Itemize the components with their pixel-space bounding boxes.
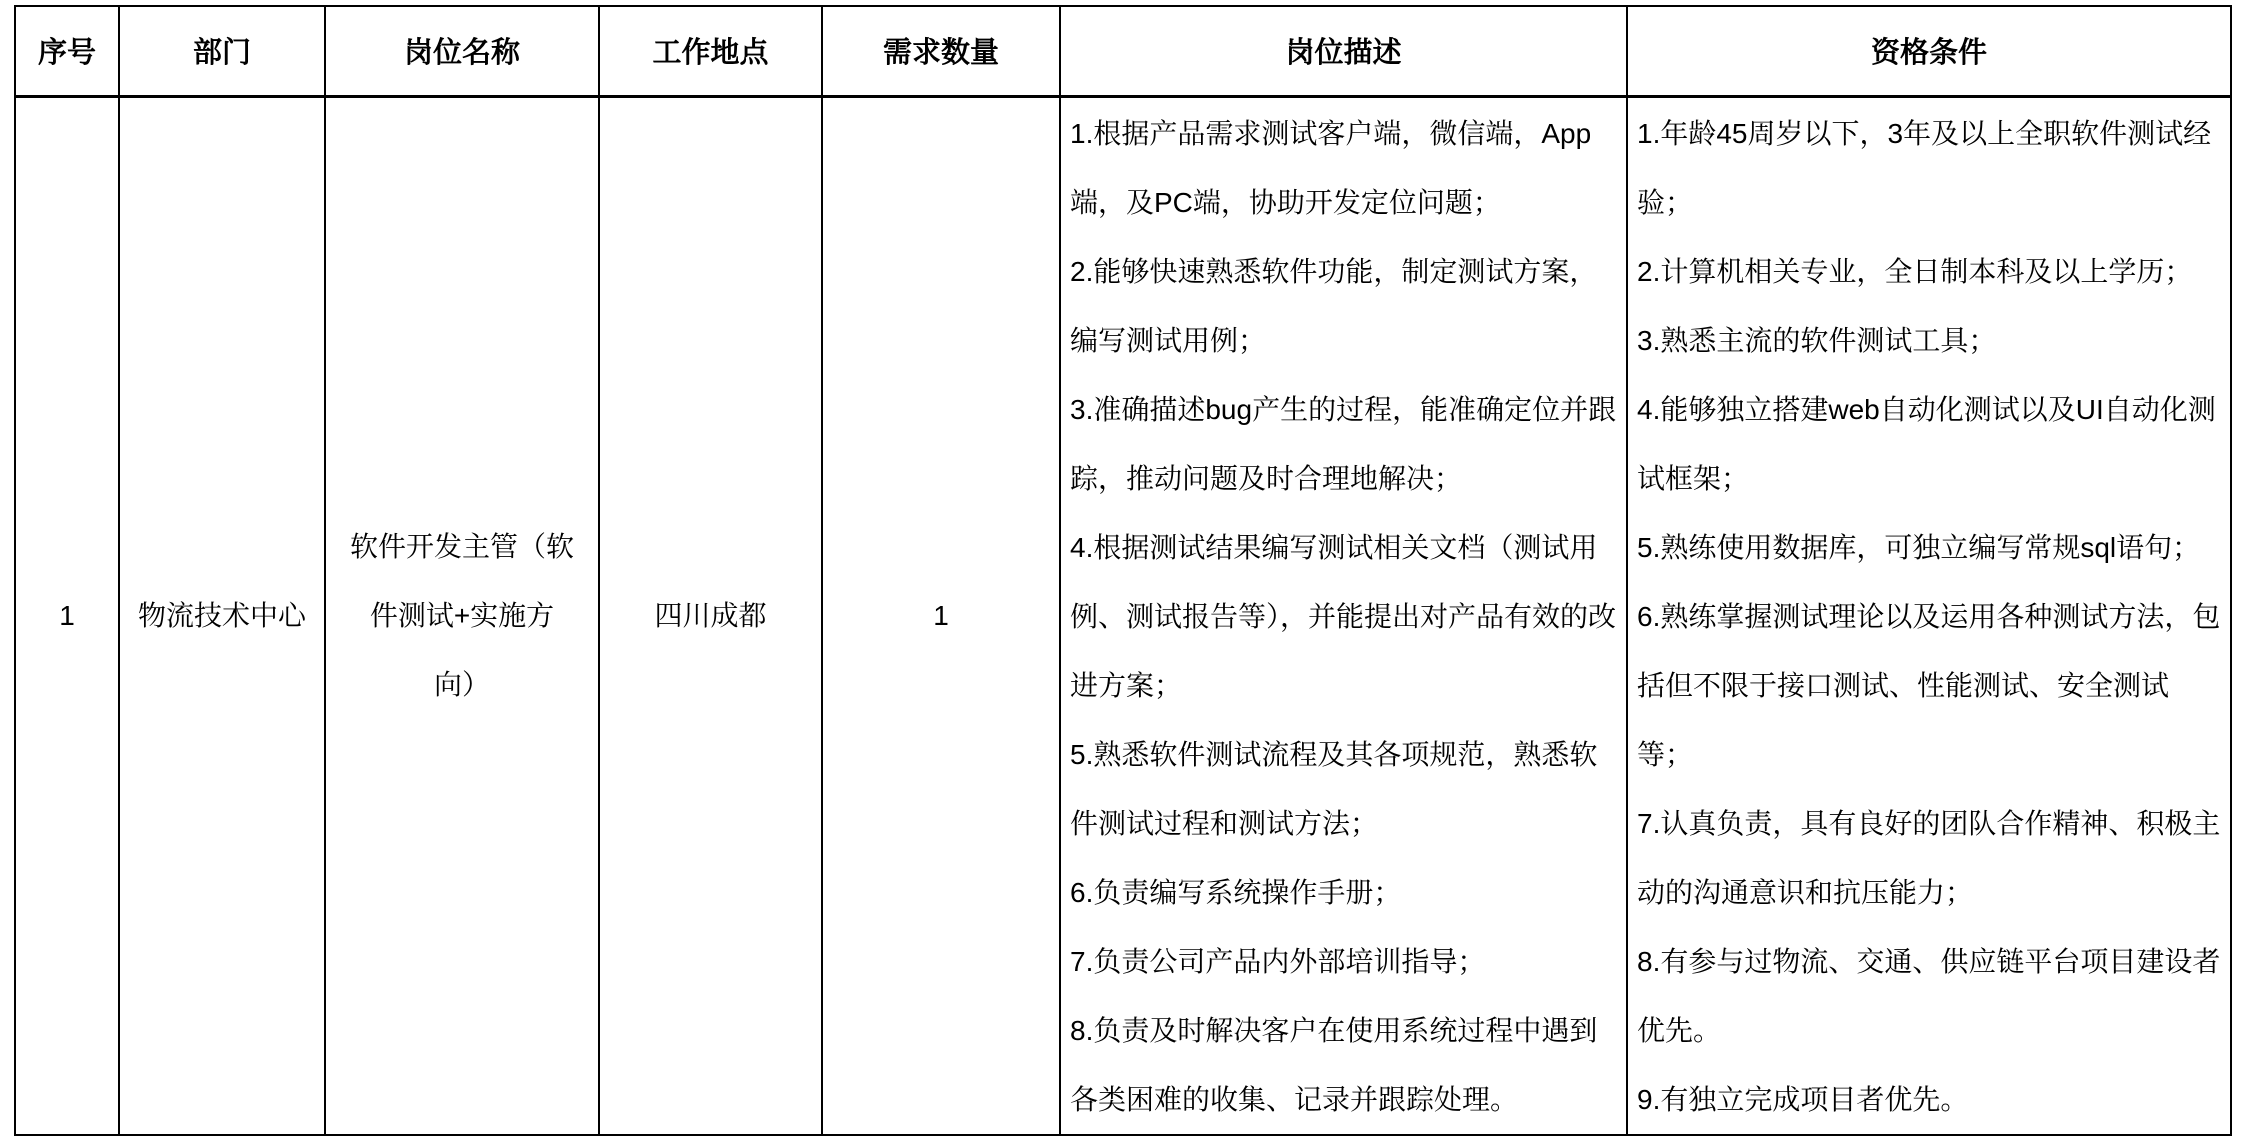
qualification-item: 4.能够独立搭建web自动化测试以及UI自动化测试框架； [1637, 393, 2216, 494]
cell-location: 四川成都 [599, 96, 822, 1135]
table-row [15, 96, 2231, 1135]
qualification-item: 1.年龄45周岁以下，3年及以上全职软件测试经验； [1637, 117, 2212, 218]
header-qualification: 资格条件 [1627, 6, 2231, 96]
description-item: 5.熟悉软件测试流程及其各项规范，熟悉软件测试过程和测试方法； [1070, 738, 1598, 839]
cell-qualification [1627, 96, 2231, 1135]
header-department: 部门 [119, 6, 325, 96]
qualification-item: 2.计算机相关专业，全日制本科及以上学历； [1637, 255, 2193, 287]
header-position: 岗位名称 [325, 6, 599, 96]
description-item: 8.负责及时解决客户在使用系统过程中遇到各类困难的收集、记录并跟踪处理。 [1070, 1014, 1598, 1115]
qualification-item: 7.认真负责，具有良好的团队合作精神、积极主动的沟通意识和抗压能力； [1637, 807, 2221, 908]
header-description: 岗位描述 [1060, 6, 1627, 96]
header-index: 序号 [15, 6, 119, 96]
header-headcount: 需求数量 [822, 6, 1060, 96]
description-item: 6.负责编写系统操作手册； [1070, 876, 1402, 908]
description-item: 7.负责公司产品内外部培训指导； [1070, 945, 1486, 977]
description-item: 2.能够快速熟悉软件功能，制定测试方案，编写测试用例； [1070, 255, 1598, 356]
qualification-item: 3.熟悉主流的软件测试工具； [1637, 324, 1997, 356]
description-item: 4.根据测试结果编写测试相关文档（测试用例、测试报告等），并能提出对产品有效的改进方案； [1070, 531, 1617, 701]
qualification-item: 8.有参与过物流、交通、供应链平台项目建设者优先。 [1637, 945, 2221, 1046]
table-header-row [15, 6, 2231, 96]
header-location: 工作地点 [599, 6, 822, 96]
qualification-item: 6.熟练掌握测试理论以及运用各种测试方法，包括但不限于接口测试、性能测试、安全测试等； [1637, 600, 2221, 770]
qualification-item: 9.有独立完成项目者优先。 [1637, 1083, 1969, 1115]
description-item: 3.准确描述bug产生的过程，能准确定位并跟踪，推动问题及时合理地解决； [1070, 393, 1617, 494]
cell-index: 1 [15, 96, 119, 1135]
job-posting-table [14, 5, 2232, 1136]
qualification-item: 5.熟练使用数据库，可独立编写常规sql语句； [1637, 531, 2201, 563]
description-item: 1.根据产品需求测试客户端，微信端，App端，及PC端，协助开发定位问题； [1070, 117, 1592, 218]
cell-position: 软件开发主管（软件测试+实施方向） [325, 96, 599, 1135]
cell-department: 物流技术中心 [119, 96, 325, 1135]
cell-headcount: 1 [822, 96, 1060, 1135]
cell-description [1060, 96, 1627, 1135]
